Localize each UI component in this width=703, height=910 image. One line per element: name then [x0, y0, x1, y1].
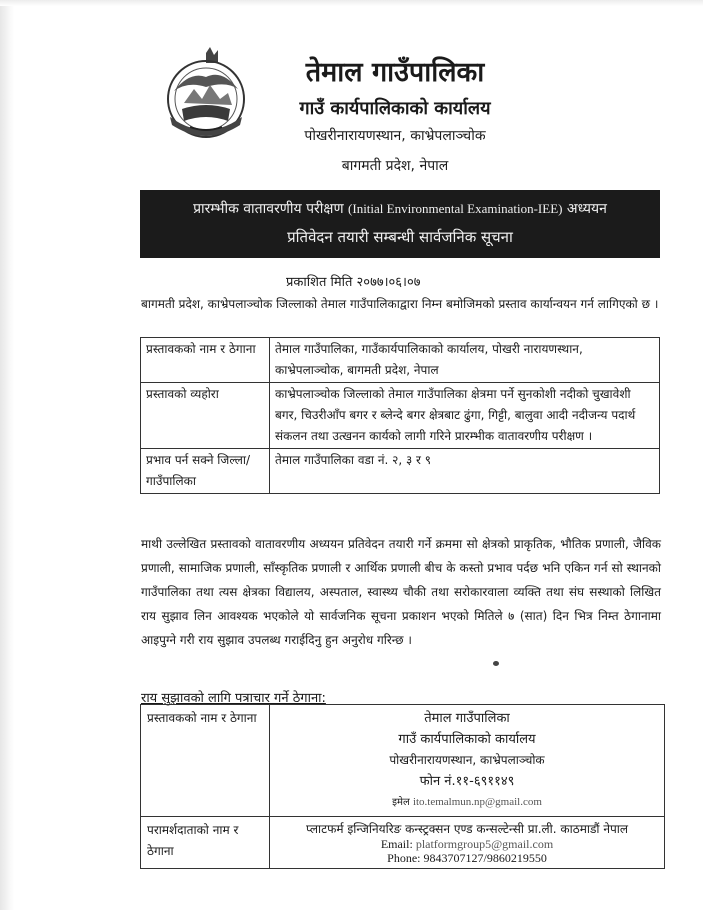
ink-speck — [493, 661, 499, 666]
contact-heading: राय सुझावको लागि पत्राचार गर्ने ठेगाना: — [141, 691, 326, 706]
consultant-phone-label: Phone: — [387, 851, 421, 865]
consultant-phone: 9843707127/9860219550 — [423, 851, 547, 865]
scan-top-edge — [0, 0, 703, 6]
proponent-name: तेमाल गाउँपालिका — [424, 711, 510, 726]
proposal-details-table — [140, 337, 660, 494]
municipality-title: तेमाल गाउँपालिका — [305, 57, 485, 88]
table-row — [141, 338, 660, 383]
row-value: तेमाल गाउँपालिका वडा नं. २, ३ र ९ — [270, 449, 660, 494]
proponent-address — [270, 705, 665, 817]
proponent-location: पोखरीनारायणस्थान, काभ्रेपलाञ्चोक — [389, 753, 545, 767]
proponent-email[interactable]: ito.temalmun.np@gmail.com — [412, 796, 542, 808]
consultant-address — [270, 817, 665, 869]
notice-title-line2: प्रतिवेदन तयारी सम्बन्धी सार्वजनिक सूचना — [287, 228, 513, 246]
consultant-email-line — [276, 837, 658, 851]
intro-paragraph: बागमती प्रदेश, काभ्रेपलाञ्चोक जिल्लाको तेमाल गाउँपालिकाद्वारा निम्न बमोजिमको प्रस्ताव कार्यान्वयन गर्न लागिएको छ । — [141, 297, 659, 311]
row-label: प्रभाव पर्न सक्ने जिल्ला/गाउँपालिका — [141, 449, 270, 494]
office-province: बागमती प्रदेश, नेपाल — [341, 158, 449, 174]
contact-table — [140, 704, 665, 869]
proponent-office: गाउँ कार्यपालिकाको कार्यालय — [398, 732, 536, 747]
consultant-label: परामर्शदाताको नाम र ठेगाना — [141, 817, 270, 869]
notice-banner — [140, 190, 660, 258]
table-row — [141, 383, 660, 449]
office-location: पोखरीनारायणस्थान, काभ्रेपलाञ्चोक — [304, 128, 486, 144]
consultant-email[interactable]: platformgroup5@gmail.com — [415, 837, 554, 851]
table-row — [141, 449, 660, 494]
proponent-email-line — [276, 792, 658, 813]
row-value: काभ्रेपलाञ्चोक जिल्लाको तेमाल गाउँपालिका क्षेत्रमा पर्ने सुनकोशी नदीको चुखावेशी बगर, चिउरीआँप बगर र ब्लेन्दे बगर क्षेत्रबाट ढुंगा, गिट्टी, बालुवा आदी नदीजन्य पदार्थ संकलन तथा उत्खनन कार्यको लागी गरिने प्रारम्भीक वातावरणीय परीक्षण । — [270, 383, 660, 449]
body-paragraph: माथी उल्लेखित प्रस्तावको वातावरणीय अध्ययन प्रतिवेदन तयारी गर्ने क्रममा सो क्षेत्रको प्राकृतिक, भौतिक प्रणाली, जैविक प्रणाली, सामाजिक प्रणाली, साँस्कृतिक प्रणाली र आर्थिक प्रणाली बीच के कस्तो प्रभाव पर्दछ भनि एकिन गर्न सो स्थानको गाउँपालिका तथा त्यस क्षेत्रका विद्यालय, अस्पताल, स्वास्थ्य चौकी तथा सरोकारवाला व्यक्ति तथा संघ सस्थाको लिखित राय सुझाव लिन आवश्यक भएकोले यो सार्वजनिक सूचना प्रकाशन भएको मितिले ७ (सात) दिन भित्र निम्त ठेगानामा आइपुग्ने गरी राय सुझाव उपलब्ध गराईदिनु हुन अनुरोध गरिन्छ । — [141, 537, 661, 647]
proponent-email-label: इमेल — [392, 797, 410, 808]
consultant-phone-line — [276, 851, 658, 865]
scan-left-edge — [0, 0, 14, 910]
notice-title-line1 — [140, 199, 660, 218]
office-title: गाउँ कार्यपालिकाको कार्यालय — [299, 98, 491, 119]
row-label: प्रस्तावको व्यहोरा — [141, 383, 270, 449]
row-value: तेमाल गाउँपालिका, गाउँकार्यपालिकाको कार्यालय, पोखरी नारायणस्थान, काभ्रेपलाञ्चोक, बागमती प्रदेश, नेपाल — [270, 338, 660, 383]
proponent-label: प्रस्तावकको नाम र ठेगाना — [141, 705, 270, 817]
consultant-name: प्लाटफर्म इन्जिनियरिङ कन्स्ट्रक्सन एण्ड कन्सल्टेन्सी प्रा.ली. काठमाडौं नेपाल — [305, 822, 629, 836]
notice-title-np-a: प्रारम्भीक वातावरणीय परीक्षण — [193, 201, 344, 217]
proponent-phone: फोन नं.११-६९११४९ — [419, 774, 515, 789]
row-label: प्रस्तावकको नाम र ठेगाना — [141, 338, 270, 383]
notice-title-np-b: अध्ययन — [566, 201, 607, 217]
published-date: प्रकाशित मिति २०७७।०६।०७ — [286, 275, 421, 290]
table-row — [141, 817, 665, 869]
table-row — [141, 705, 665, 817]
notice-title-en: (Initial Environmental Examination-IEE) — [348, 201, 563, 216]
consultant-email-label: Email: — [380, 837, 413, 851]
